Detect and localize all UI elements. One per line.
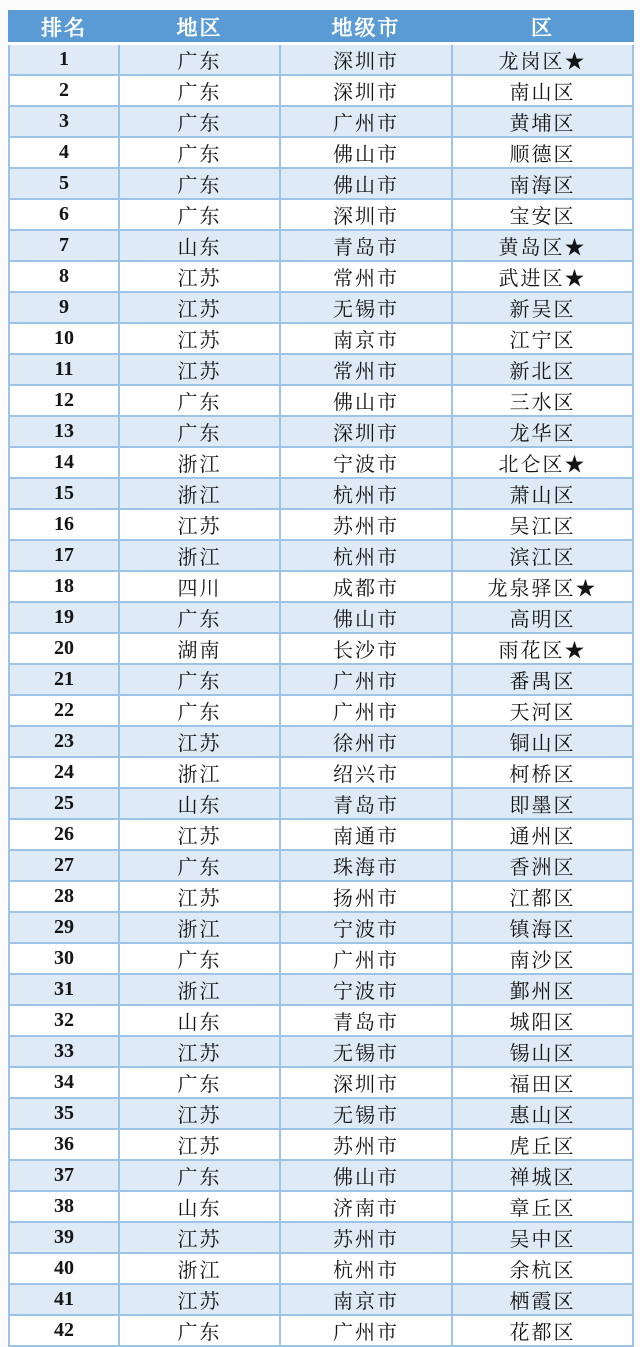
cell-rank: 39: [9, 1222, 119, 1253]
cell-rank: 24: [9, 757, 119, 788]
table-row: [9, 323, 633, 354]
table-row: [9, 416, 633, 447]
cell-rank: 41: [9, 1284, 119, 1315]
cell-rank: 22: [9, 695, 119, 726]
cell-district: 滨江区: [452, 540, 633, 571]
cell-city: 杭州市: [280, 1253, 452, 1284]
cell-rank: 2: [9, 75, 119, 106]
cell-city: 广州市: [280, 664, 452, 695]
cell-rank: 14: [9, 447, 119, 478]
table-row: [9, 695, 633, 726]
table-row: [9, 881, 633, 912]
table-row: [9, 509, 633, 540]
cell-province: 江苏: [119, 1284, 280, 1315]
column-header-rank: 排名: [9, 11, 119, 44]
cell-district: 通州区: [452, 819, 633, 850]
cell-rank: 9: [9, 292, 119, 323]
cell-district: 番禺区: [452, 664, 633, 695]
cell-province: 浙江: [119, 540, 280, 571]
cell-rank: 34: [9, 1067, 119, 1098]
cell-district: 香洲区: [452, 850, 633, 881]
cell-city: 常州市: [280, 261, 452, 292]
cell-rank: 40: [9, 1253, 119, 1284]
cell-rank: 31: [9, 974, 119, 1005]
cell-city: 深圳市: [280, 75, 452, 106]
cell-district: 天河区: [452, 695, 633, 726]
cell-district: 三水区: [452, 385, 633, 416]
cell-district: 吴江区: [452, 509, 633, 540]
cell-district: 南沙区: [452, 943, 633, 974]
cell-rank: 5: [9, 168, 119, 199]
table-row: [9, 1222, 633, 1253]
cell-rank: 27: [9, 850, 119, 881]
table-row: [9, 664, 633, 695]
table-row: [9, 137, 633, 168]
cell-province: 广东: [119, 75, 280, 106]
cell-province: 江苏: [119, 1098, 280, 1129]
cell-province: 山东: [119, 788, 280, 819]
cell-province: 四川: [119, 571, 280, 602]
table-row: [9, 230, 633, 261]
cell-city: 佛山市: [280, 168, 452, 199]
table-row: [9, 1284, 633, 1315]
cell-rank: 17: [9, 540, 119, 571]
table-row: [9, 199, 633, 230]
cell-rank: 16: [9, 509, 119, 540]
cell-district: 高明区: [452, 602, 633, 633]
cell-district: 吴中区: [452, 1222, 633, 1253]
cell-province: 江苏: [119, 881, 280, 912]
table-row: [9, 974, 633, 1005]
table-row: [9, 292, 633, 323]
column-header-province: 地区: [119, 11, 280, 44]
cell-district: 章丘区: [452, 1191, 633, 1222]
cell-district: 宝安区: [452, 199, 633, 230]
cell-city: 无锡市: [280, 1036, 452, 1067]
cell-city: 无锡市: [280, 292, 452, 323]
cell-district: 江宁区: [452, 323, 633, 354]
cell-province: 广东: [119, 695, 280, 726]
cell-city: 佛山市: [280, 602, 452, 633]
table-row: [9, 1191, 633, 1222]
cell-rank: 18: [9, 571, 119, 602]
cell-rank: 1: [9, 44, 119, 76]
cell-rank: 36: [9, 1129, 119, 1160]
cell-district: 锡山区: [452, 1036, 633, 1067]
cell-district: 铜山区: [452, 726, 633, 757]
cell-city: 深圳市: [280, 416, 452, 447]
cell-city: 南京市: [280, 1284, 452, 1315]
cell-province: 广东: [119, 1315, 280, 1346]
cell-city: 无锡市: [280, 1098, 452, 1129]
table-row: [9, 1160, 633, 1191]
cell-province: 浙江: [119, 1253, 280, 1284]
cell-city: 广州市: [280, 1315, 452, 1346]
cell-city: 广州市: [280, 695, 452, 726]
cell-city: 苏州市: [280, 1129, 452, 1160]
cell-province: 广东: [119, 1067, 280, 1098]
cell-district: 南山区: [452, 75, 633, 106]
table-row: [9, 726, 633, 757]
cell-province: 广东: [119, 385, 280, 416]
cell-province: 浙江: [119, 974, 280, 1005]
cell-district: 黄埔区: [452, 106, 633, 137]
cell-province: 广东: [119, 1160, 280, 1191]
cell-district: 即墨区: [452, 788, 633, 819]
table-row: [9, 819, 633, 850]
cell-city: 佛山市: [280, 137, 452, 168]
column-header-district: 区: [452, 11, 633, 44]
table-row: [9, 540, 633, 571]
cell-district: 北仑区★: [452, 447, 633, 478]
cell-province: 广东: [119, 44, 280, 76]
cell-province: 广东: [119, 199, 280, 230]
table-row: [9, 75, 633, 106]
cell-district: 武进区★: [452, 261, 633, 292]
table-row: [9, 478, 633, 509]
table-row: [9, 633, 633, 664]
cell-city: 常州市: [280, 354, 452, 385]
column-header-city: 地级市: [280, 11, 452, 44]
cell-city: 深圳市: [280, 199, 452, 230]
cell-city: 扬州市: [280, 881, 452, 912]
table-row: [9, 850, 633, 881]
table-row: [9, 1253, 633, 1284]
cell-rank: 19: [9, 602, 119, 633]
cell-province: 浙江: [119, 912, 280, 943]
cell-district: 余杭区: [452, 1253, 633, 1284]
cell-rank: 11: [9, 354, 119, 385]
cell-rank: 21: [9, 664, 119, 695]
cell-rank: 23: [9, 726, 119, 757]
cell-district: 城阳区: [452, 1005, 633, 1036]
cell-city: 济南市: [280, 1191, 452, 1222]
cell-district: 惠山区: [452, 1098, 633, 1129]
cell-rank: 6: [9, 199, 119, 230]
cell-rank: 25: [9, 788, 119, 819]
table-row: [9, 261, 633, 292]
cell-province: 山东: [119, 1191, 280, 1222]
cell-rank: 42: [9, 1315, 119, 1346]
table-row: [9, 385, 633, 416]
cell-district: 萧山区: [452, 478, 633, 509]
cell-rank: 12: [9, 385, 119, 416]
table-row: [9, 1036, 633, 1067]
cell-district: 黄岛区★: [452, 230, 633, 261]
table-row: [9, 1005, 633, 1036]
cell-city: 佛山市: [280, 1160, 452, 1191]
cell-city: 宁波市: [280, 974, 452, 1005]
cell-rank: 3: [9, 106, 119, 137]
cell-rank: 38: [9, 1191, 119, 1222]
table-row: [9, 943, 633, 974]
cell-city: 南通市: [280, 819, 452, 850]
cell-province: 湖南: [119, 633, 280, 664]
table-row: [9, 1067, 633, 1098]
table-row: [9, 571, 633, 602]
cell-city: 广州市: [280, 106, 452, 137]
cell-rank: 32: [9, 1005, 119, 1036]
cell-province: 山东: [119, 1005, 280, 1036]
cell-province: 浙江: [119, 447, 280, 478]
cell-province: 广东: [119, 137, 280, 168]
cell-province: 广东: [119, 664, 280, 695]
cell-rank: 35: [9, 1098, 119, 1129]
cell-district: 镇海区: [452, 912, 633, 943]
cell-rank: 28: [9, 881, 119, 912]
cell-province: 江苏: [119, 323, 280, 354]
cell-city: 杭州市: [280, 478, 452, 509]
cell-city: 苏州市: [280, 509, 452, 540]
cell-rank: 4: [9, 137, 119, 168]
cell-city: 杭州市: [280, 540, 452, 571]
cell-rank: 20: [9, 633, 119, 664]
cell-city: 成都市: [280, 571, 452, 602]
cell-district: 禅城区: [452, 1160, 633, 1191]
cell-district: 龙华区: [452, 416, 633, 447]
cell-district: 南海区: [452, 168, 633, 199]
cell-rank: 30: [9, 943, 119, 974]
cell-rank: 29: [9, 912, 119, 943]
cell-province: 江苏: [119, 261, 280, 292]
cell-rank: 8: [9, 261, 119, 292]
district-ranking-table-container: [8, 10, 632, 1347]
cell-rank: 7: [9, 230, 119, 261]
cell-city: 宁波市: [280, 447, 452, 478]
cell-city: 徐州市: [280, 726, 452, 757]
cell-province: 浙江: [119, 478, 280, 509]
cell-district: 雨花区★: [452, 633, 633, 664]
cell-rank: 37: [9, 1160, 119, 1191]
cell-district: 江都区: [452, 881, 633, 912]
table-row: [9, 788, 633, 819]
cell-district: 新北区: [452, 354, 633, 385]
table-row: [9, 354, 633, 385]
table-row: [9, 106, 633, 137]
cell-city: 苏州市: [280, 1222, 452, 1253]
cell-district: 虎丘区: [452, 1129, 633, 1160]
table-row: [9, 168, 633, 199]
cell-district: 顺德区: [452, 137, 633, 168]
table-row: [9, 1098, 633, 1129]
cell-rank: 26: [9, 819, 119, 850]
cell-city: 深圳市: [280, 1067, 452, 1098]
cell-city: 珠海市: [280, 850, 452, 881]
cell-province: 江苏: [119, 509, 280, 540]
table-body: [9, 44, 633, 1347]
cell-province: 广东: [119, 416, 280, 447]
table-row: [9, 447, 633, 478]
cell-rank: 15: [9, 478, 119, 509]
cell-city: 青岛市: [280, 1005, 452, 1036]
table-row: [9, 44, 633, 76]
table-row: [9, 1129, 633, 1160]
cell-rank: 33: [9, 1036, 119, 1067]
cell-province: 广东: [119, 106, 280, 137]
cell-province: 江苏: [119, 819, 280, 850]
cell-city: 青岛市: [280, 788, 452, 819]
cell-province: 江苏: [119, 1036, 280, 1067]
cell-district: 龙泉驿区★: [452, 571, 633, 602]
district-ranking-table: [8, 10, 634, 1347]
cell-province: 江苏: [119, 1222, 280, 1253]
cell-city: 长沙市: [280, 633, 452, 664]
table-row: [9, 1315, 633, 1346]
cell-city: 宁波市: [280, 912, 452, 943]
cell-district: 新吴区: [452, 292, 633, 323]
table-row: [9, 602, 633, 633]
cell-city: 广州市: [280, 943, 452, 974]
cell-province: 江苏: [119, 726, 280, 757]
cell-district: 龙岗区★: [452, 44, 633, 76]
header-row: [9, 11, 633, 44]
cell-city: 南京市: [280, 323, 452, 354]
cell-province: 浙江: [119, 757, 280, 788]
cell-city: 绍兴市: [280, 757, 452, 788]
table-row: [9, 912, 633, 943]
cell-city: 深圳市: [280, 44, 452, 76]
cell-province: 广东: [119, 850, 280, 881]
cell-province: 广东: [119, 602, 280, 633]
cell-rank: 10: [9, 323, 119, 354]
cell-district: 鄞州区: [452, 974, 633, 1005]
cell-province: 江苏: [119, 1129, 280, 1160]
cell-city: 佛山市: [280, 385, 452, 416]
cell-province: 江苏: [119, 354, 280, 385]
cell-district: 福田区: [452, 1067, 633, 1098]
table-row: [9, 757, 633, 788]
cell-province: 山东: [119, 230, 280, 261]
cell-rank: 13: [9, 416, 119, 447]
cell-district: 花都区: [452, 1315, 633, 1346]
cell-province: 江苏: [119, 292, 280, 323]
cell-province: 广东: [119, 943, 280, 974]
cell-district: 栖霞区: [452, 1284, 633, 1315]
cell-district: 柯桥区: [452, 757, 633, 788]
cell-province: 广东: [119, 168, 280, 199]
cell-city: 青岛市: [280, 230, 452, 261]
